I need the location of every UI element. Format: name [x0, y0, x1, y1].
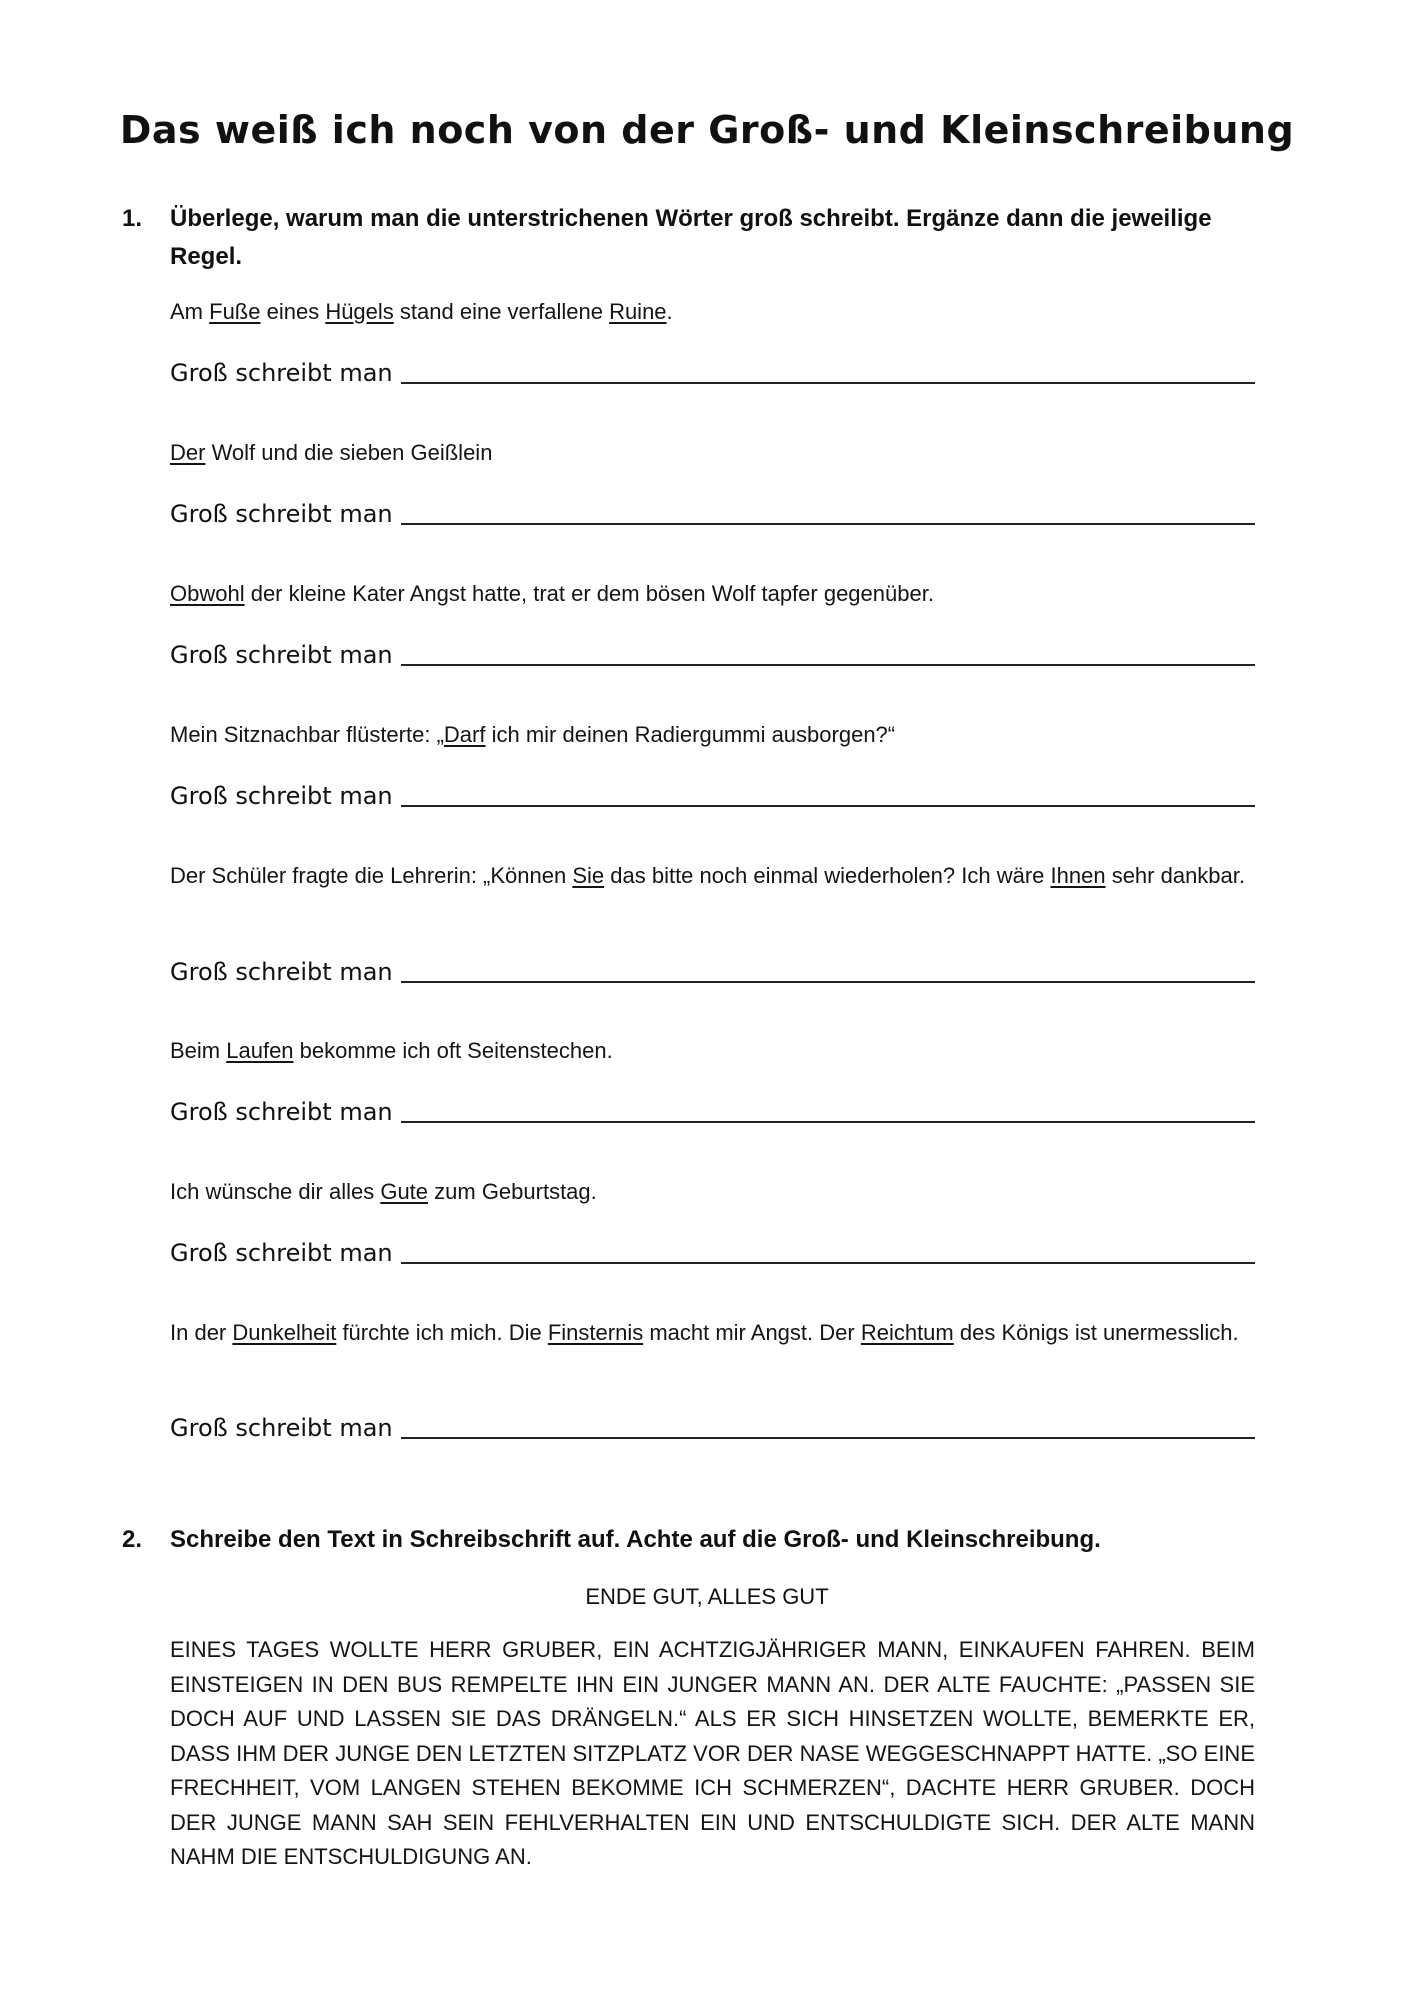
underlined-word: Laufen — [226, 1038, 294, 1063]
underlined-word: Fuße — [209, 299, 261, 324]
answer-row-6[interactable] — [170, 1087, 1255, 1127]
story-title: ENDE GUT, ALLES GUT — [585, 1584, 829, 1609]
answer-label: Groß schreibt man — [170, 500, 393, 528]
answer-row-5[interactable] — [170, 947, 1255, 987]
underlined-word: Ihnen — [1050, 863, 1106, 888]
answer-row-3[interactable] — [170, 630, 1255, 670]
sentence-text: des Königs ist unermesslich. — [953, 1320, 1239, 1345]
task-1-number: 1. — [122, 205, 143, 232]
exercise-sentence-8 — [170, 1316, 1255, 1350]
answer-row-8[interactable] — [170, 1403, 1255, 1443]
sentence-text: macht mir Angst. Der — [643, 1320, 861, 1345]
sentence-text: Am — [170, 299, 210, 324]
answer-label: Groß schreibt man — [170, 1414, 393, 1442]
sentence-text: Wolf und die sieben Geißlein — [205, 440, 493, 465]
sentence-text: eines — [260, 299, 326, 324]
page-title: Das weiß ich noch von der Groß- und Kleinschreibung — [119, 108, 1295, 152]
answer-row-2[interactable] — [170, 489, 1255, 529]
task-2-instruction: Schreibe den Text in Schreibschrift auf. Achte auf die Groß- und Kleinschreibung. — [170, 1526, 1101, 1553]
answer-label: Groß schreibt man — [170, 958, 393, 986]
answer-row-4[interactable] — [170, 771, 1255, 811]
sentence-text: zum Geburtstag. — [428, 1179, 597, 1204]
sentence-text: Ich wünsche dir alles — [170, 1179, 381, 1204]
answer-label: Groß schreibt man — [170, 359, 393, 387]
sentence-text: Mein Sitznachbar flüsterte: „ — [170, 722, 444, 747]
task-1 — [122, 200, 1257, 276]
answer-row-1[interactable] — [170, 348, 1255, 388]
underlined-word: Gute — [380, 1179, 429, 1204]
exercise-sentence-5 — [170, 859, 1255, 893]
sentence-text: der kleine Kater Angst hatte, trat er dem bösen Wolf tapfer gegenüber. — [244, 581, 934, 606]
exercise-sentence-3 — [170, 577, 1255, 611]
exercise-sentence-2 — [170, 436, 1255, 470]
answer-line[interactable] — [401, 523, 1255, 525]
sentence-text: bekomme ich oft Seitenstechen. — [293, 1038, 613, 1063]
underlined-word: Obwohl — [170, 581, 245, 606]
underlined-word: Sie — [572, 863, 605, 888]
answer-line[interactable] — [401, 805, 1255, 807]
underlined-word: Dunkelheit — [232, 1320, 337, 1345]
answer-line[interactable] — [401, 1262, 1255, 1264]
answer-line[interactable] — [401, 664, 1255, 666]
underlined-word: Finsternis — [547, 1320, 644, 1345]
sentence-text: . — [666, 299, 673, 324]
underlined-word: Hügels — [325, 299, 394, 324]
answer-label: Groß schreibt man — [170, 782, 393, 810]
task-2 — [122, 1521, 1257, 1559]
task-2-number: 2. — [122, 1526, 143, 1553]
sentence-text: fürchte ich mich. Die — [336, 1320, 548, 1345]
task-1-instruction: Überlege, warum man die unterstrichenen Wörter groß schreibt. Ergänze dann die jeweilige Regel. — [170, 205, 1212, 270]
exercise-sentence-4 — [170, 718, 1255, 752]
underlined-word: Reichtum — [860, 1320, 954, 1345]
answer-label: Groß schreibt man — [170, 1239, 393, 1267]
underlined-word: Der — [170, 440, 206, 465]
underlined-word: Darf — [443, 722, 486, 747]
underlined-word: Ruine — [609, 299, 667, 324]
sentence-text: ich mir deinen Radiergummi ausborgen?“ — [485, 722, 896, 747]
exercise-sentence-7 — [170, 1175, 1255, 1209]
answer-label: Groß schreibt man — [170, 641, 393, 669]
answer-line[interactable] — [401, 1121, 1255, 1123]
sentence-text: In der — [170, 1320, 233, 1345]
answer-label: Groß schreibt man — [170, 1098, 393, 1126]
answer-line[interactable] — [401, 981, 1255, 983]
answer-line[interactable] — [401, 1437, 1255, 1439]
sentence-text: Beim — [170, 1038, 227, 1063]
exercise-sentence-6 — [170, 1034, 1255, 1068]
answer-row-7[interactable] — [170, 1228, 1255, 1268]
story-text: EINES TAGES WOLLTE HERR GRUBER, EIN ACHTZIGJÄHRIGER MANN, EINKAUFEN FAHREN. BEIM EINSTEIGEN IN DEN BUS REMPELTE IHN EIN JUNGER MANN AN. DER ALTE FAUCHTE: „PASSEN SIE DOCH AUF UND LASSEN SIE DAS DRÄNGELN.“ ALS ER SICH HINSETZEN WOLLTE, BEMERKTE ER, DASS IHM DER JUNGE DEN LETZTEN SITZPLATZ VOR DER NASE WEGGESCHNAPPT HATTE. „SO EINE FRECHHEIT, VOM LANGEN STEHEN BEKOMME ICH SCHMERZEN“, DACHTE HERR GRUBER. DOCH DER JUNGE MANN SAH SEIN FEHLVERHALTEN EIN UND ENTSCHULDIGTE SICH. DER ALTE MANN NAHM DIE ENTSCHULDIGUNG AN. — [170, 1637, 1255, 1869]
sentence-text: Der Schüler fragte die Lehrerin: „Können — [170, 863, 573, 888]
sentence-text: sehr dankbar. — [1105, 863, 1246, 888]
sentence-text: das bitte noch einmal wiederholen? Ich wäre — [604, 863, 1051, 888]
sentence-text: stand eine verfallene — [393, 299, 610, 324]
answer-line[interactable] — [401, 382, 1255, 384]
exercise-sentence-1 — [170, 295, 1255, 329]
